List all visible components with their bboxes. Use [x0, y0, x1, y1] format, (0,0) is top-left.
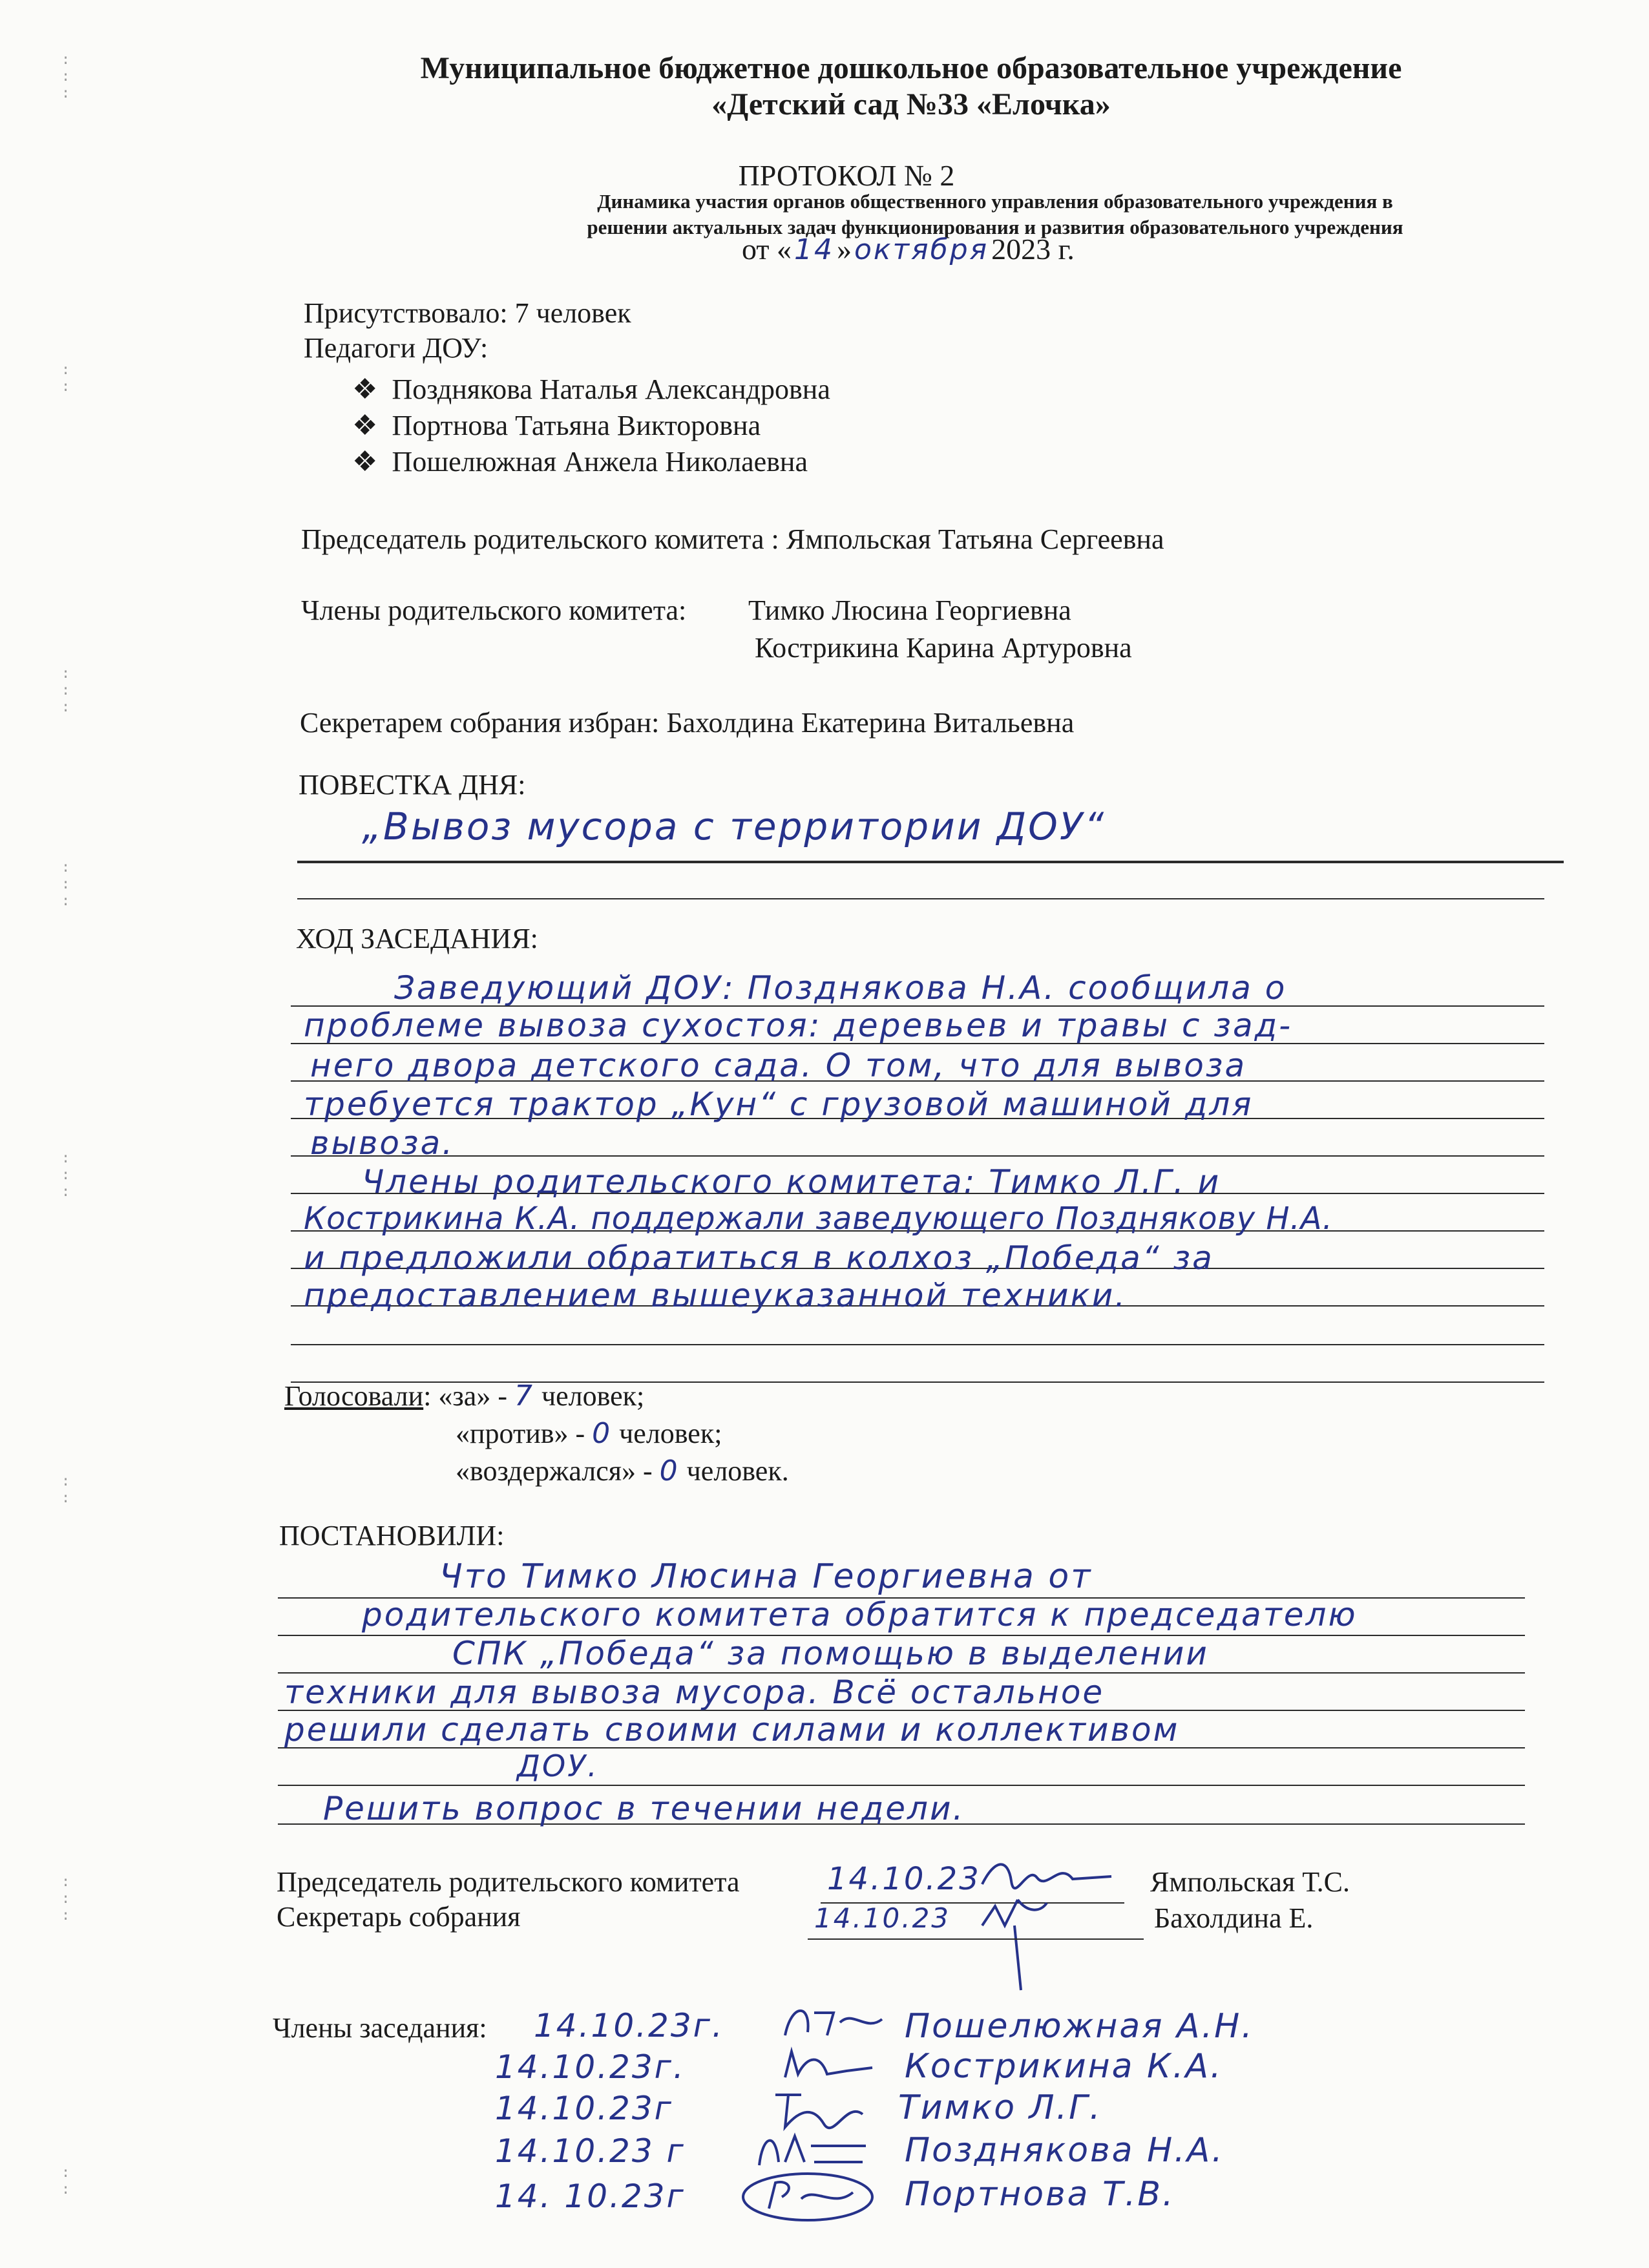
resolved-text-line: СПК „Победа“ за помощью в выделении: [452, 1635, 1209, 1672]
ruled-line: [297, 898, 1544, 899]
vote-against-value: 0: [592, 1417, 613, 1450]
member-signature-name: Тимко Л.Г.: [898, 2088, 1102, 2127]
chair-signature-date: 14.10.23: [827, 1861, 981, 1897]
diamond-bullet-icon: ❖: [352, 410, 378, 441]
signature-line: [808, 1938, 1144, 1940]
date-suffix: 2023 г.: [991, 233, 1075, 266]
vote-against-prefix: «против» -: [456, 1418, 585, 1449]
voting-for-row: [284, 1380, 644, 1413]
secretary-signature-date: 14.10.23: [814, 1902, 951, 1934]
vote-abstain-suffix: человек.: [686, 1455, 789, 1487]
member-signature-date: 14.10.23г: [495, 2090, 673, 2127]
ruled-line: [291, 1344, 1544, 1345]
resolved-text-line: Решить вопрос в течении недели.: [323, 1790, 965, 1827]
meeting-text-line: и предложили обратиться в колхоз „Победа“ за: [304, 1239, 1214, 1277]
member-signature-mark: [737, 2163, 885, 2228]
voting-abstain-row: [456, 1455, 789, 1488]
punch-mark: : :: [61, 1473, 70, 1506]
punch-mark: : : :: [61, 52, 70, 101]
meeting-text-line: требуется трактор „Кун“ с грузовой машиной для: [304, 1086, 1254, 1123]
teachers-label: Педагоги ДОУ:: [304, 332, 488, 364]
meeting-text-line: Кострикина К.А. поддержали заведующего Позднякову Н.А.: [304, 1201, 1333, 1237]
punch-mark: : : :: [61, 1874, 70, 1924]
punch-mark: : :: [61, 362, 70, 395]
teacher-item: [352, 373, 830, 406]
chair-signature-name: Ямпольская Т.С.: [1150, 1866, 1350, 1898]
agenda-label: ПОВЕСТКА ДНЯ:: [299, 769, 526, 801]
meeting-text-line: Члены родительского комитета: Тимко Л.Г. и: [362, 1163, 1221, 1201]
punch-mark: : : :: [61, 859, 70, 909]
punch-mark: : : :: [61, 1150, 70, 1200]
member-signature-name: Кострикина К.А.: [905, 2047, 1223, 2086]
secretary-signature-name: Бахолдина Е.: [1154, 1902, 1314, 1934]
meeting-label: ХОД ЗАСЕДАНИЯ:: [296, 923, 538, 954]
protocol-subtitle-line2: решении актуальных задач функционирования и развития образовательного учреждения: [587, 216, 1403, 238]
present-count: Присутствовало: 7 человек: [304, 297, 631, 329]
chair-signature-label: Председатель родительского комитета: [277, 1866, 740, 1898]
date-day: 14: [794, 233, 834, 266]
member-name: Тимко Люсина Георгиевна: [748, 594, 1071, 626]
vote-abstain-value: 0: [659, 1454, 680, 1487]
agenda-handwritten: „Вывоз мусора с территории ДОУ“: [362, 804, 1106, 848]
vote-for-prefix: : «за» -: [423, 1380, 507, 1412]
resolved-text-line: техники для вывоза мусора. Всё остальное: [284, 1674, 1105, 1711]
protocol-title: ПРОТОКОЛ № 2: [738, 159, 955, 192]
vote-abstain-prefix: «воздержался» -: [456, 1455, 653, 1487]
meeting-text-line: вывоза.: [310, 1124, 455, 1162]
punch-mark: : :: [61, 2165, 70, 2198]
ruled-line: [291, 1155, 1544, 1157]
ruled-line: [278, 1785, 1525, 1786]
resolved-label: ПОСТАНОВИЛИ:: [279, 1520, 505, 1551]
member-signature-name: Пошелюжная А.Н.: [905, 2007, 1254, 2046]
meeting-text-line: предоставлением вышеуказанной техники.: [304, 1277, 1128, 1314]
date-mid: »: [837, 233, 852, 266]
resolved-text-line: Что Тимко Люсина Георгиевна от: [439, 1557, 1093, 1596]
institution-name-line2: «Детский сад №33 «Елочка»: [711, 87, 1111, 121]
member-signature-mark: [775, 2042, 885, 2087]
member-signature-name: Портнова Т.В.: [905, 2175, 1175, 2214]
diamond-bullet-icon: ❖: [352, 373, 378, 405]
teacher-item: [352, 446, 808, 479]
member-signature-mark: [775, 1997, 892, 2048]
date-prefix: от «: [742, 233, 792, 266]
teacher-name: Пошелюжная Анжела Николаевна: [392, 446, 808, 478]
institution-name-line1: Муниципальное бюджетное дошкольное образовательное учреждение: [420, 51, 1402, 85]
member-name: Кострикина Карина Артуровна: [755, 632, 1132, 664]
vote-against-suffix: человек;: [619, 1418, 722, 1449]
date-month: октября: [854, 233, 989, 266]
teacher-name: Портнова Татьяна Викторовна: [392, 410, 761, 441]
member-signature-date: 14.10.23г.: [534, 2007, 724, 2044]
teacher-name: Позднякова Наталья Александровна: [392, 373, 830, 405]
diamond-bullet-icon: ❖: [352, 446, 378, 478]
secretary-line: Секретарем собрания избран: Бахолдина Екатерина Витальевна: [300, 707, 1075, 739]
member-signature-date: 14.10.23 г: [495, 2132, 686, 2170]
punch-mark: : : :: [61, 666, 70, 715]
member-signature-name: Позднякова Н.А.: [905, 2131, 1224, 2170]
vote-for-value: 7: [514, 1380, 534, 1412]
member-signature-date: 14.10.23г.: [495, 2048, 686, 2086]
ruled-line: [297, 861, 1564, 863]
chair-line: Председатель родительского комитета : Ямпольская Татьяна Сергеевна: [301, 523, 1164, 555]
voting-against-row: [456, 1418, 722, 1451]
resolved-text-line: родительского комитета обратится к председателю: [362, 1596, 1358, 1633]
resolved-text-line: решили сделать своими силами и коллективом: [284, 1711, 1180, 1748]
teacher-item: [352, 410, 761, 443]
voting-label: Голосовали: [284, 1380, 424, 1412]
meeting-text-line: проблеме вывоза сухостоя: деревьев и травы с зад-: [304, 1007, 1293, 1044]
meeting-text-line: Заведующий ДОУ: Позднякова Н.А. сообщила о: [394, 969, 1287, 1007]
members-signature-label: Члены заседания:: [273, 2012, 487, 2044]
member-signature-date: 14. 10.23г: [495, 2178, 686, 2215]
members-label: Члены родительского комитета:: [301, 594, 687, 626]
meeting-text-line: него двора детского сада. О том, что для вывоза: [310, 1047, 1247, 1084]
resolved-text-line: ДОУ.: [517, 1748, 599, 1783]
protocol-date: [742, 233, 1075, 267]
secretary-signature-label: Секретарь собрания: [277, 1901, 521, 1933]
protocol-subtitle-line1: Динамика участия органов общественного управления образовательного учреждения в: [597, 190, 1393, 213]
vote-for-suffix: человек;: [541, 1380, 645, 1412]
